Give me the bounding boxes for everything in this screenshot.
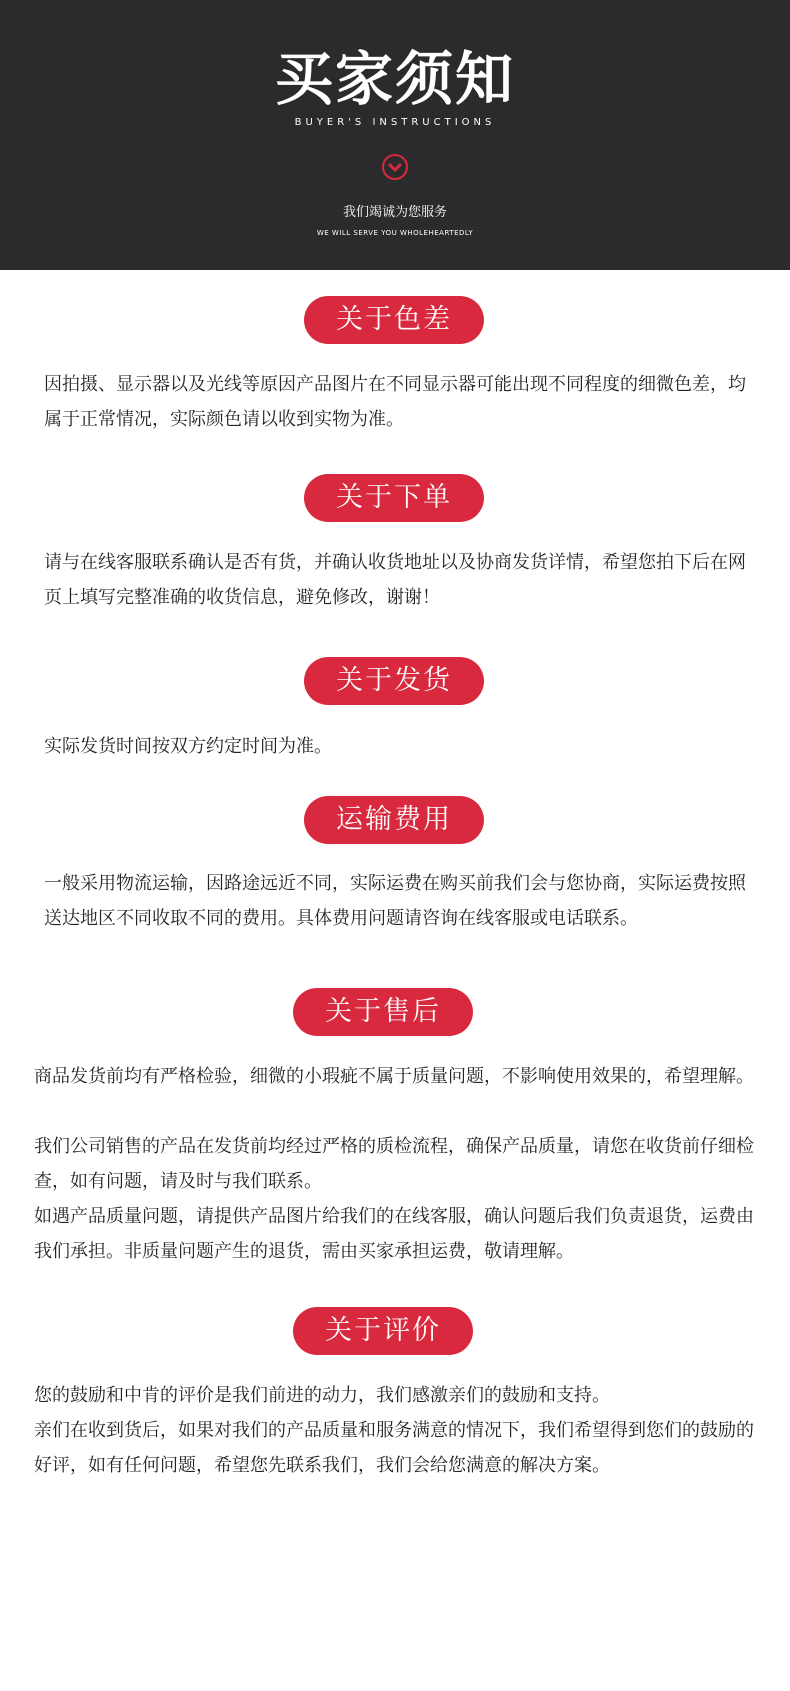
section-heading-freight-cost: 运输费用 bbox=[304, 796, 484, 844]
section-heading-after-sales: 关于售后 bbox=[293, 988, 473, 1036]
page-title: 买家须知 bbox=[274, 45, 515, 113]
paragraph-freight-cost: 一般采用物流运输，因路途远近不同，实际运费在购买前我们会与您协商，实际运费按照送达地区不同收取不同的费用。具体费用问题请咨询在线客服或电话联系。 bbox=[44, 873, 746, 929]
paragraph-shipping: 实际发货时间按双方约定时间为准。 bbox=[44, 736, 332, 757]
paragraph-after-sales-2: 我们公司销售的产品在发货前均经过严格的质检流程，确保产品质量，请您在收货前仔细检查，如有问题，请及时与我们联系。 bbox=[34, 1136, 754, 1192]
slogan-en: WE WILL SERVE YOU WHOLEHEARTEDLY bbox=[316, 229, 474, 237]
section-heading-color-difference: 关于色差 bbox=[304, 296, 484, 344]
section-heading-shipping: 关于发货 bbox=[304, 657, 484, 705]
header-banner bbox=[0, 0, 790, 270]
section-heading-reviews: 关于评价 bbox=[293, 1307, 473, 1355]
paragraph-ordering: 请与在线客服联系确认是否有货，并确认收货地址以及协商发货详情，希望您拍下后在网页上填写完整准确的收货信息，避免修改，谢谢！ bbox=[44, 552, 746, 608]
chevron-down-circle-icon bbox=[381, 153, 409, 181]
page-subtitle-en: BUYER'S INSTRUCTIONS bbox=[294, 117, 496, 128]
section-heading-ordering: 关于下单 bbox=[304, 474, 484, 522]
slogan-cn: 我们竭诚为您服务 bbox=[342, 205, 447, 220]
paragraph-color-difference: 因拍摄、显示器以及光线等原因产品图片在不同显示器可能出现不同程度的细微色差，均属于正常情况，实际颜色请以收到实物为准。 bbox=[44, 374, 746, 430]
paragraph-after-sales-3: 如遇产品质量问题，请提供产品图片给我们的在线客服，确认问题后我们负责退货，运费由我们承担。非质量问题产生的退货，需由买家承担运费，敬请理解。 bbox=[34, 1206, 754, 1262]
paragraph-reviews-2: 亲们在收到货后，如果对我们的产品质量和服务满意的情况下，我们希望得到您们的鼓励的好评，如有任何问题，希望您先联系我们，我们会给您满意的解决方案。 bbox=[34, 1420, 754, 1476]
paragraph-reviews-1: 您的鼓励和中肯的评价是我们前进的动力，我们感激亲们的鼓励和支持。 bbox=[34, 1385, 610, 1406]
paragraph-after-sales-1: 商品发货前均有严格检验，细微的小瑕疵不属于质量问题，不影响使用效果的，希望理解。 bbox=[34, 1066, 754, 1087]
